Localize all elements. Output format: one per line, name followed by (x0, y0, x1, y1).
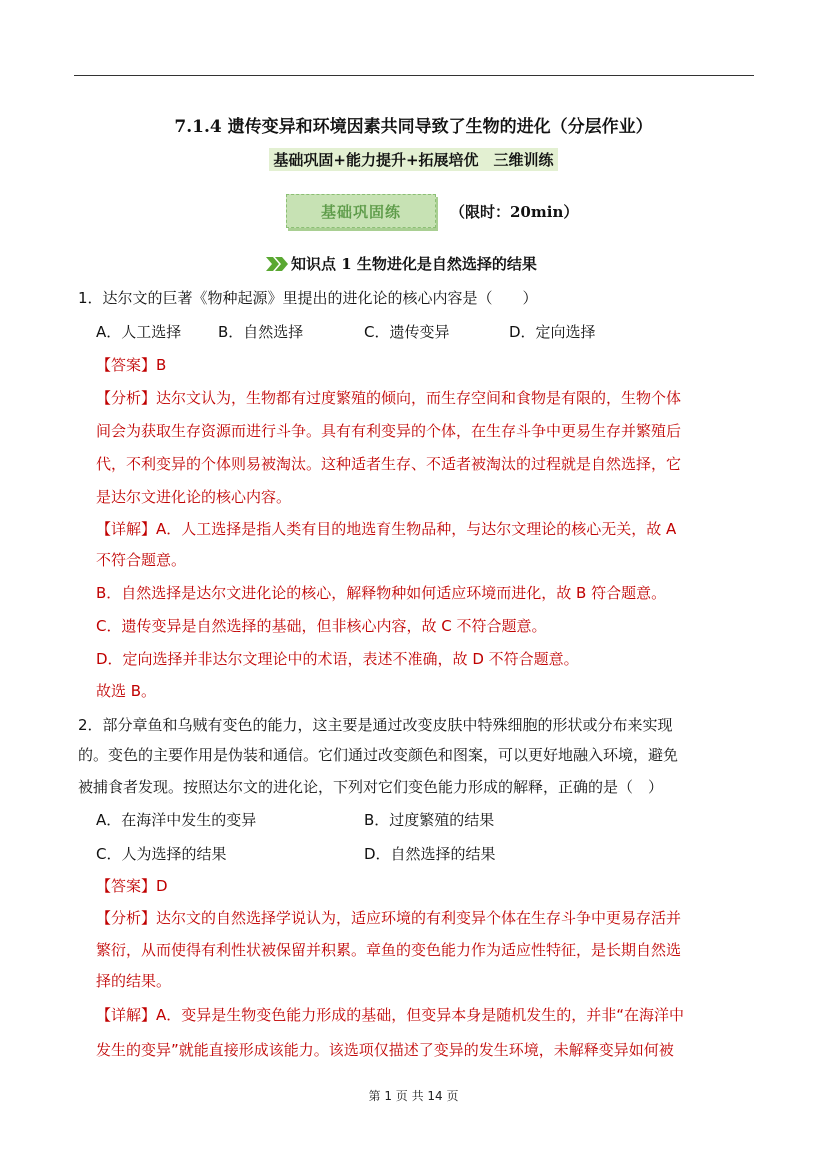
q1-option-d: D．定向选择 (509, 323, 596, 341)
header-rule (74, 75, 754, 76)
q1-detail-line: 不符合题意。 (96, 551, 187, 569)
page-title: 7.1.4 遗传变异和环境因素共同导致了生物的进化（分层作业） (174, 117, 653, 137)
q1-detail-line: 【详解】A．人工选择是指人类有目的地选育生物品种，与达尔文理论的核心无关，故 A (96, 520, 677, 538)
q1-analysis-line: 代，不利变异的个体则易被淘汰。这种适者生存、不适者被淘汰的过程就是自然选择，它 (96, 455, 682, 473)
subtitle: 基础巩固+能力提升+拓展培优 三维训练 (269, 148, 557, 171)
subtitle-wrap (0, 148, 827, 171)
q1-analysis-line: 间会为获取生存资源而进行斗争。具有有利变异的个体，在生存斗争中更易生存并繁殖后 (96, 422, 682, 440)
q2-analysis-line: 择的结果。 (96, 972, 172, 990)
q1-detail-line: B．自然选择是达尔文进化论的核心，解释物种如何适应环境而进化，故 B 符合题意。 (96, 584, 667, 602)
q1-detail-line: C．遗传变异是自然选择的基础，但非核心内容，故 C 不符合题意。 (96, 617, 547, 635)
q1-analysis-line: 是达尔文进化论的核心内容。 (96, 488, 292, 506)
q2-detail-line: 发生的变异”就能直接形成该能力。该选项仅描述了变异的发生环境，未解释变异如何被 (96, 1041, 674, 1059)
time-limit: （限时：20min） (450, 202, 579, 221)
q2-analysis-line: 繁衍，从而使得有利性状被保留并积累。章鱼的变色能力作为适应性特征，是长期自然选 (96, 941, 682, 959)
double-chevron-icon (266, 257, 288, 271)
q1-option-c: C．遗传变异 (364, 323, 450, 341)
q2-option-b: B．过度繁殖的结果 (364, 811, 495, 829)
knowledge-point-label: 知识点 1 生物进化是自然选择的结果 (291, 255, 537, 273)
knowledge-point-heading (266, 253, 537, 274)
page-footer: 第 1 页 共 14 页 (368, 1089, 459, 1103)
q2-answer: 【答案】D (96, 877, 168, 895)
q2-option-c: C．人为选择的结果 (96, 845, 227, 863)
q2-detail-line: 【详解】A．变异是生物变色能力形成的基础，但变异本身是随机发生的，并非“在海洋中 (96, 1006, 685, 1024)
q2-stem-line: 2．部分章鱼和乌贼有变色的能力，这主要是通过改变皮肤中特殊细胞的形状或分布来实现 (78, 716, 673, 734)
q2-option-a: A．在海洋中发生的变异 (96, 811, 257, 829)
q1-stem: 1．达尔文的巨著《物种起源》里提出的进化论的核心内容是（ ） (78, 289, 538, 307)
q1-option-a: A．人工选择 (96, 323, 182, 341)
section-badge: 基础巩固练 (286, 194, 436, 228)
q2-analysis-line: 【分析】达尔文的自然选择学说认为，适应环境的有利变异个体在生存斗争中更易存活并 (96, 909, 682, 927)
q1-conclusion: 故选 B。 (96, 682, 157, 700)
q2-stem-line: 被捕食者发现。按照达尔文的进化论，下列对它们变色能力形成的解释，正确的是（ ） (78, 778, 664, 796)
q1-detail-line: D．定向选择并非达尔文理论中的术语，表述不准确，故 D 不符合题意。 (96, 650, 579, 668)
section-badge-row (286, 193, 578, 229)
q2-option-d: D．自然选择的结果 (364, 845, 496, 863)
q1-analysis-line: 【分析】达尔文认为，生物都有过度繁殖的倾向，而生存空间和食物是有限的，生物个体 (96, 389, 682, 407)
q1-option-b: B．自然选择 (218, 323, 304, 341)
q2-stem-line: 的。变色的主要作用是伪装和通信。它们通过改变颜色和图案，可以更好地融入环境，避免 (78, 746, 679, 764)
q1-answer: 【答案】B (96, 356, 167, 374)
